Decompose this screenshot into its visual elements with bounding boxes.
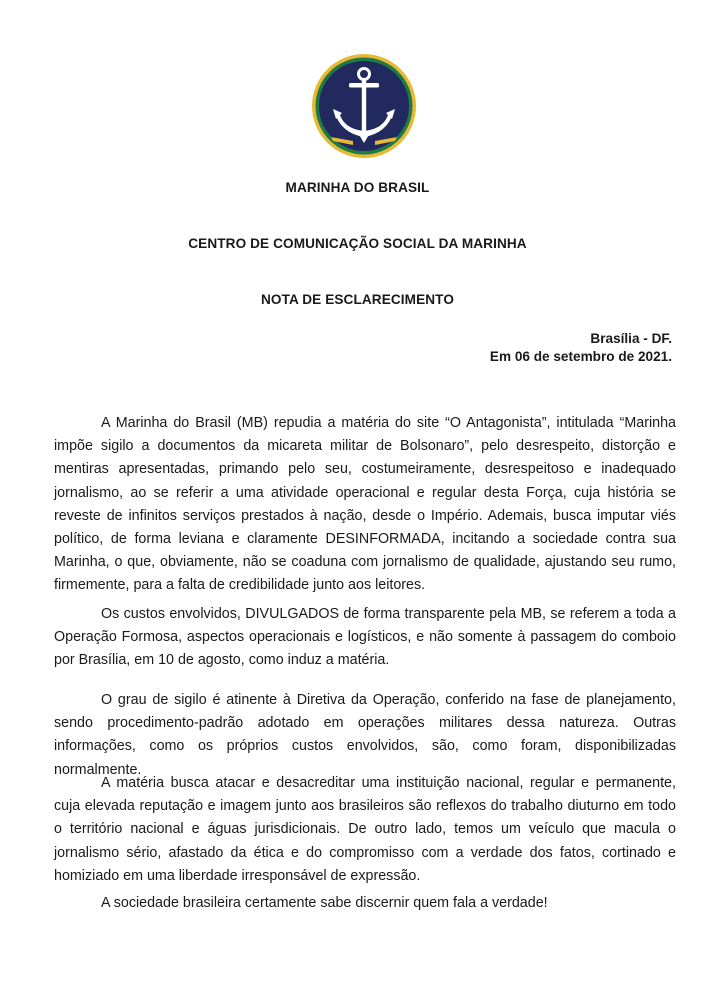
org-title: MARINHA DO BRASIL: [285, 180, 430, 195]
department-title: CENTRO DE COMUNICAÇÃO SOCIAL DA MARINHA: [188, 236, 527, 251]
paragraph-2: Os custos envolvidos, DIVULGADOS de forma transparente pela MB, se referem a toda a Operação Formosa, aspectos operacionais e logísticos, e não somente à passagem do comboio por Brasília, em 10 de agosto, como induz a matéria.: [54, 606, 676, 669]
document-type-title: NOTA DE ESCLARECIMENTO: [260, 292, 455, 307]
paragraph-3: O grau de sigilo é atinente à Diretiva da Operação, conferido na fase de planejamento, sendo procedimento-padrão adotado em operações militares dessa natureza. Outras informações, como os próprios custos envolvidos, são, como foram, disponibilizadas normalmente.: [54, 692, 676, 778]
paragraph-5: A sociedade brasileira certamente sabe discernir quem fala a verdade!: [101, 895, 548, 911]
paragraph-4: A matéria busca atacar e desacreditar uma instituição nacional, regular e permanente, cuja elevada reputação e imagem junto aos brasileiros são reflexos do trabalho diuturno em todo o território nacional e águas jurisdicionais. De outro lado, temos um veículo que macula o jornalismo sério, afastado da ética e do compromisso com a verdade dos fatos, cortinado e homiziado em uma liberdade irresponsável de expressão.: [54, 775, 676, 884]
place-line: Brasília - DF.: [590, 331, 672, 346]
date-line: Em 06 de setembro de 2021.: [489, 349, 672, 364]
paragraph-1: A Marinha do Brasil (MB) repudia a matéria do site “O Antagonista”, intitulada “Marinha impõe sigilo a documentos da micareta militar de Bolsonaro”, pelo desrespeito, distorção e mentiras apresentadas, primando pelo seu, costumeiramente, desrespeitoso e inadequado jornalismo, ao se referir a uma atividade operacional e regular desta Força, cuja história se reveste de infinitos serviços prestados à nação, desde o Império. Ademais, busca imputar viés político, de forma leviana e claramente DESINFORMADA, incitando a sociedade contra sua Marinha, o que, obviamente, não se coaduna com jornalismo de qualidade, ajustando seu rumo, firmemente, para a falta de credibilidade junto aos leitores.: [54, 415, 676, 594]
navy-anchor-icon: [311, 53, 417, 159]
